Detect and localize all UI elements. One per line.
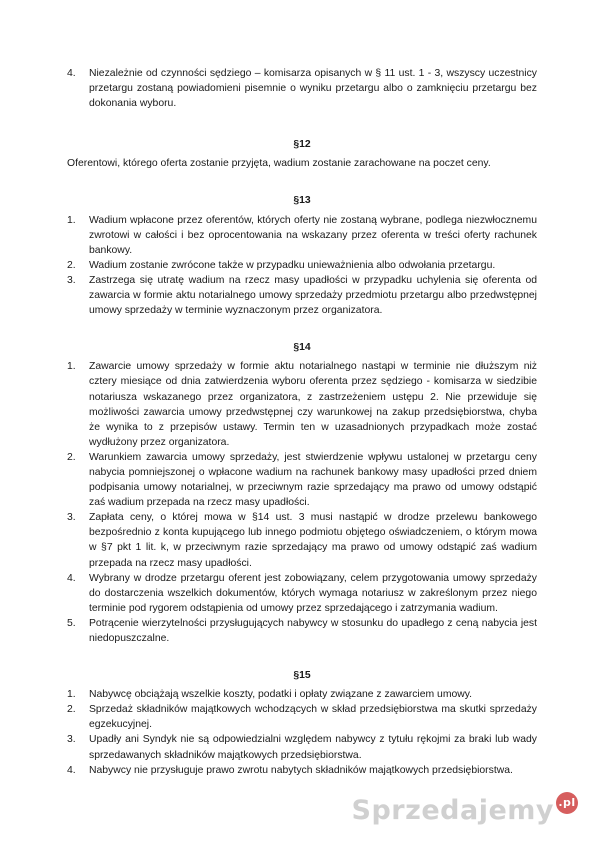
section-12-text: Oferentowi, którego oferta zostanie przyjęta, wadium zostanie zarachowane na poczet ceny. [67, 158, 491, 170]
section-15-list [67, 687, 537, 778]
section-title-12: §12 [293, 139, 311, 151]
item-text: Zastrzega się utratę wadium na rzecz masy upadłości w przypadku uchylenia się oferenta od zawarcia w formie aktu notarialnego umowy sprzedaży przedmiotu przetargu albo przedwstępnej umowy sprzedaży w terminie wyznaczonym przez organizatora. [89, 274, 537, 317]
top-list [67, 66, 537, 111]
section-title-15: §15 [293, 670, 311, 682]
item-number: 2. [67, 704, 76, 716]
item-text: Upadły ani Syndyk nie są odpowiedzialni względem nabywcy z tytułu rękojmi za braki lub wady sprzedawanych składników majątkowych przedsiębiorstwa. [89, 734, 537, 761]
item-number: 4. [67, 68, 76, 79]
list-item [67, 687, 537, 702]
item-number: 4. [67, 764, 76, 776]
item-text: Wadium zostanie zwrócone także w przypadku unieważnienia albo odwołania przetargu. [89, 259, 496, 271]
item-number: 4. [67, 572, 76, 584]
item-text: Wybrany w drodze przetargu oferent jest zobowiązany, celem przygotowania umowy sprzedaży do dostarczenia wszelkich dokumentów, których wymaga notariusz w zakreślonym przez niego terminie pod rygorem odstąpienia od umowy przez sprzedającego i zatrzymania wadium. [89, 572, 537, 614]
item-number: 1. [67, 214, 76, 226]
item-number: 3. [67, 734, 76, 746]
list-item [67, 258, 537, 273]
list-item [67, 702, 537, 732]
item-text: Sprzedaż składników majątkowych wchodzących w skład przedsiębiorstwa ma skutki sprzedaży egzekucyjnej. [89, 704, 537, 731]
item-number: 3. [67, 512, 76, 524]
list-item [67, 359, 537, 450]
list-item [67, 616, 537, 646]
section-title-13: §13 [293, 195, 311, 207]
item-number: 3. [67, 274, 76, 286]
item-text: Nabywcy nie przysługuje prawo zwrotu nabytych składników majątkowych przedsiębiorstwa. [89, 764, 513, 776]
section-13-list [67, 213, 537, 319]
item-text: Zapłata ceny, o której mowa w §14 ust. 3 musi nastąpić w drodze przelewu bankowego bezpośrednio z konta kupującego lub innego podmiotu objętego oświadczeniem, o którym mowa w §7 pkt 1 lit. k, w przeciwnym razie sprzedający ma prawo od umowy odstąpić zaś wadium przepada na rzecz masy upadłości. [89, 512, 537, 569]
list-item [67, 763, 537, 778]
item-number: 5. [67, 617, 76, 629]
list-item [67, 510, 537, 570]
item-number: 1. [67, 689, 76, 701]
item-number: 1. [67, 361, 76, 373]
item-text: Potrącenie wierzytelności przysługujących nabywcy w stosunku do upadłego z ceną nabycia jest niedopuszczalne. [89, 617, 537, 644]
item-number: 2. [67, 451, 76, 463]
list-item [67, 732, 537, 762]
item-text: Zawarcie umowy sprzedaży w formie aktu notarialnego nastąpi w terminie nie dłuższym niż cztery miesiące od dnia zatwierdzenia wyboru oferenta przez sędziego - komisarza w siedzibie notariusza wskazanego przez organizatora, z zastrzeżeniem ustępu 2. Nie przewiduje się możliwości zawarcia umowy przedwstępnej czy warunkowej na zakup przedsiębiorstwa, chyba że wynika to z przepisów ustawy. Termin ten w uzasadnionych przypadkach może zostać wydłużony przez organizatora. [89, 361, 537, 448]
watermark-badge: .pl [556, 792, 578, 814]
list-item [67, 450, 537, 510]
list-item [67, 213, 537, 258]
item-text: Niezależnie od czynności sędziego – komisarza opisanych w § 11 ust. 1 - 3, wszyscy uczestnicy przetargu zostaną powiadomieni pisemnie o wyniku przetargu albo o zamknięciu przetargu bez dokonania wyboru. [89, 68, 537, 110]
section-title-14: §14 [293, 342, 311, 354]
item-text: Wadium wpłacone przez oferentów, których oferty nie zostaną wybrane, podlega niezwłocznemu zwrotowi w całości i bez oprocentowania na wskazany przez oferenta w treści oferty rachunek bankowy. [89, 214, 537, 256]
watermark-text: Sprzedajemy [351, 795, 554, 826]
list-item [67, 571, 537, 616]
list-item [67, 66, 537, 111]
item-number: 2. [67, 259, 76, 271]
list-item [67, 273, 537, 318]
item-text: Nabywcę obciążają wszelkie koszty, podatki i opłaty związane z zawarciem umowy. [89, 689, 473, 701]
item-text: Warunkiem zawarcia umowy sprzedaży, jest stwierdzenie wpływu ustalonej w przetargu ceny nabycia pomniejszonej o wpłacone wadium na rachunek bankowy masy upadłości przed dniem podpisania umowy notarialnej, w przeciwnym razie sprzedający ma prawo od umowy odstąpić zaś wadium przepada na rzecz masy upadłości. [89, 451, 537, 509]
document-content [67, 66, 537, 778]
section-14-list [67, 359, 537, 646]
sprzedajemy-watermark [352, 795, 578, 826]
